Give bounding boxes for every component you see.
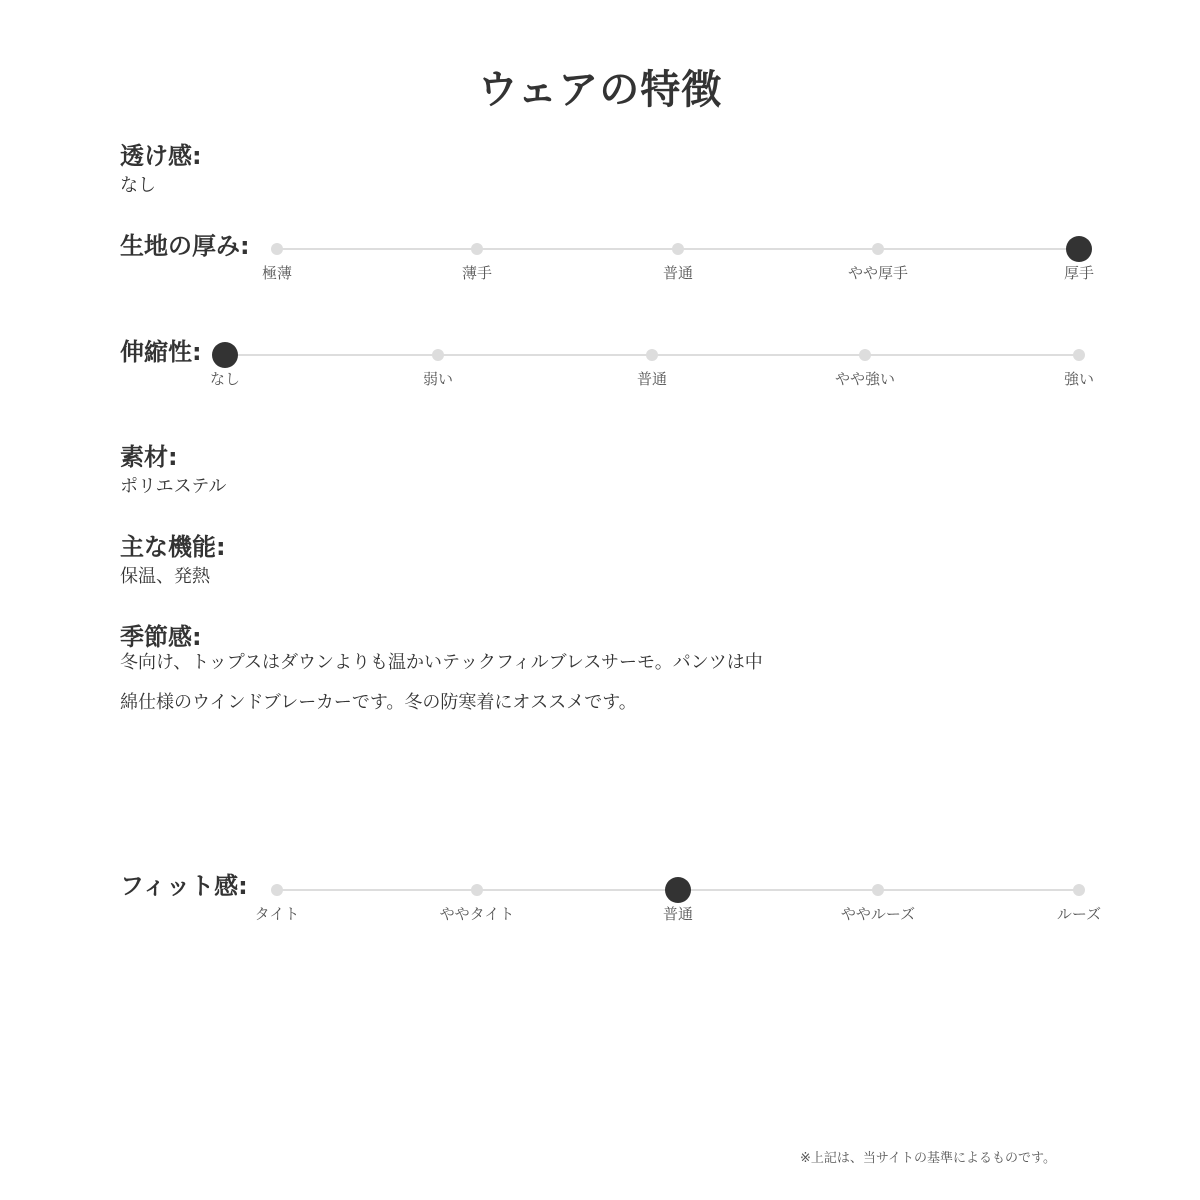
fit-option-label: 普通 bbox=[662, 905, 693, 923]
season-description-line: 綿仕様のウインドブレーカーです。冬の防寒着にオススメです。 bbox=[120, 692, 637, 713]
season-label: 季節感: bbox=[120, 623, 202, 651]
fit-selected-dot bbox=[665, 877, 691, 903]
fit-dot-1 bbox=[471, 884, 483, 896]
thickness-option-label: 薄手 bbox=[461, 264, 492, 282]
thickness-selected-dot bbox=[1066, 236, 1092, 262]
thickness-dot-0 bbox=[271, 243, 283, 255]
fit-option-label: ややタイト bbox=[439, 905, 515, 923]
fit-dot-3 bbox=[872, 884, 884, 896]
transparency-value: なし bbox=[120, 175, 156, 196]
transparency-label: 透け感: bbox=[120, 142, 202, 170]
stretch-scale bbox=[209, 355, 1094, 395]
thickness-option-label: 普通 bbox=[662, 264, 693, 282]
stretch-dot-3 bbox=[859, 349, 871, 361]
thickness-option-label: 極薄 bbox=[261, 264, 292, 282]
fit-dot-0 bbox=[271, 884, 283, 896]
fit-option-label: タイト bbox=[254, 905, 300, 923]
stretch-option-label: 普通 bbox=[636, 370, 667, 388]
stretch-dot-4 bbox=[1073, 349, 1085, 361]
stretch-dot-2 bbox=[646, 349, 658, 361]
thickness-scale bbox=[261, 249, 1094, 289]
thickness-label: 生地の厚み: bbox=[120, 232, 250, 260]
fit-dot-4 bbox=[1073, 884, 1085, 896]
stretch-label: 伸縮性: bbox=[120, 338, 202, 366]
stretch-option-label: なし bbox=[209, 370, 240, 388]
thickness-dot-2 bbox=[672, 243, 684, 255]
stretch-option-label: 強い bbox=[1063, 370, 1094, 388]
stretch-option-label: 弱い bbox=[422, 370, 453, 388]
stretch-selected-dot bbox=[212, 342, 238, 368]
season-description-line: 冬向け、トップスはダウンよりも温かいテックフィルブレスサーモ。パンツは中 bbox=[120, 652, 763, 673]
stretch-dot-1 bbox=[432, 349, 444, 361]
fit-scale bbox=[254, 890, 1102, 930]
stretch-option-label: やや強い bbox=[834, 370, 895, 388]
functions-value: 保温、発熱 bbox=[120, 566, 210, 587]
functions-label: 主な機能: bbox=[120, 533, 226, 561]
material-label: 素材: bbox=[120, 443, 178, 471]
thickness-option-label: 厚手 bbox=[1063, 264, 1094, 282]
page-title: ウェアの特徴 bbox=[477, 67, 723, 113]
fit-label: フィット感: bbox=[120, 872, 248, 900]
season-description bbox=[120, 643, 860, 723]
footnote: ※上記は、当サイトの基準によるものです。 bbox=[800, 1151, 1056, 1166]
material-value: ポリエステル bbox=[120, 476, 227, 497]
thickness-dot-1 bbox=[471, 243, 483, 255]
fit-option-label: ルーズ bbox=[1056, 905, 1102, 923]
thickness-option-label: やや厚手 bbox=[847, 264, 908, 282]
fit-option-label: ややルーズ bbox=[840, 905, 916, 923]
thickness-dot-3 bbox=[872, 243, 884, 255]
